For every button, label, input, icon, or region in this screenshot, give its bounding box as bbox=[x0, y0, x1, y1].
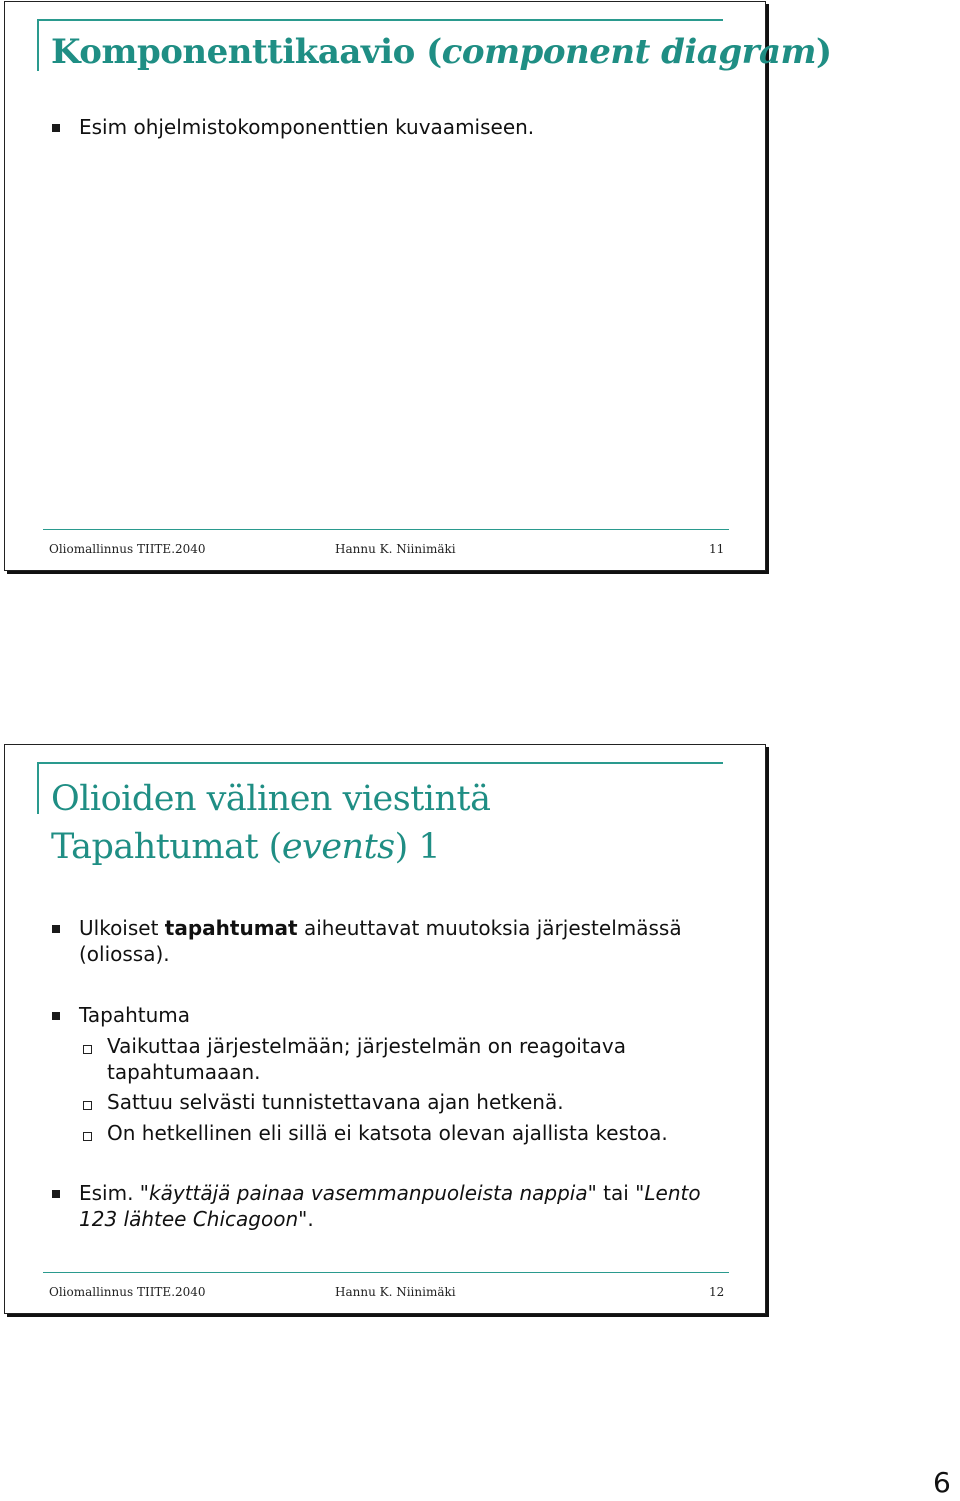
square-bullet-icon bbox=[52, 124, 60, 132]
hollow-square-bullet-icon bbox=[83, 1132, 92, 1141]
slide-title: Olioiden välinen viestintä bbox=[51, 779, 491, 819]
footer-page: 11 bbox=[709, 542, 725, 556]
title-rule-side bbox=[37, 762, 39, 814]
square-bullet-icon bbox=[52, 1190, 60, 1198]
hollow-square-bullet-icon bbox=[83, 1045, 92, 1054]
footer-rule bbox=[43, 529, 729, 530]
footer-rule bbox=[43, 1272, 729, 1273]
footer-author: Hannu K. Niinimäki bbox=[335, 1285, 456, 1299]
slide-12: Olioiden välinen viestintä Tapahtumat (events) 1 Ulkoiset tapahtumat aiheuttavat muutoksia järjestelmässä (oliossa). Tapahtuma Vaikuttaa järjestelmään; järjestelmän on reagoitava tapahtumaaan. Sattuu selvästi tunnistettavana ajan hetkenä. On hetkellinen eli sillä ei katsota olevan ajallista kestoa. Esim. "käyttäjä painaa vasemmanpuoleista nappia" tai "Lento 123 lähtee Chicagoon". Oliomallinnus TIITE.2040 Hannu K. Niinimäki 12 bbox=[4, 744, 766, 1314]
square-bullet-icon bbox=[52, 1012, 60, 1020]
slide-11: Komponenttikaavio (component diagram) Esim ohjelmistokomponenttien kuvaamiseen. Oliomallinnus TIITE.2040 Hannu K. Niinimäki 11 bbox=[4, 1, 766, 571]
slide-subtitle: Tapahtumat (events) 1 bbox=[51, 827, 441, 867]
footer-course: Oliomallinnus TIITE.2040 bbox=[49, 542, 206, 556]
title-rule-top bbox=[37, 762, 723, 764]
footer-course: Oliomallinnus TIITE.2040 bbox=[49, 1285, 206, 1299]
slide-title: Komponenttikaavio (component diagram) bbox=[51, 32, 832, 72]
hollow-square-bullet-icon bbox=[83, 1101, 92, 1110]
title-rule-side bbox=[37, 19, 39, 71]
footer-author: Hannu K. Niinimäki bbox=[335, 542, 456, 556]
square-bullet-icon bbox=[52, 925, 60, 933]
title-rule-top bbox=[37, 19, 723, 21]
footer-page: 12 bbox=[709, 1285, 725, 1299]
page-number: 6 bbox=[933, 1466, 951, 1499]
